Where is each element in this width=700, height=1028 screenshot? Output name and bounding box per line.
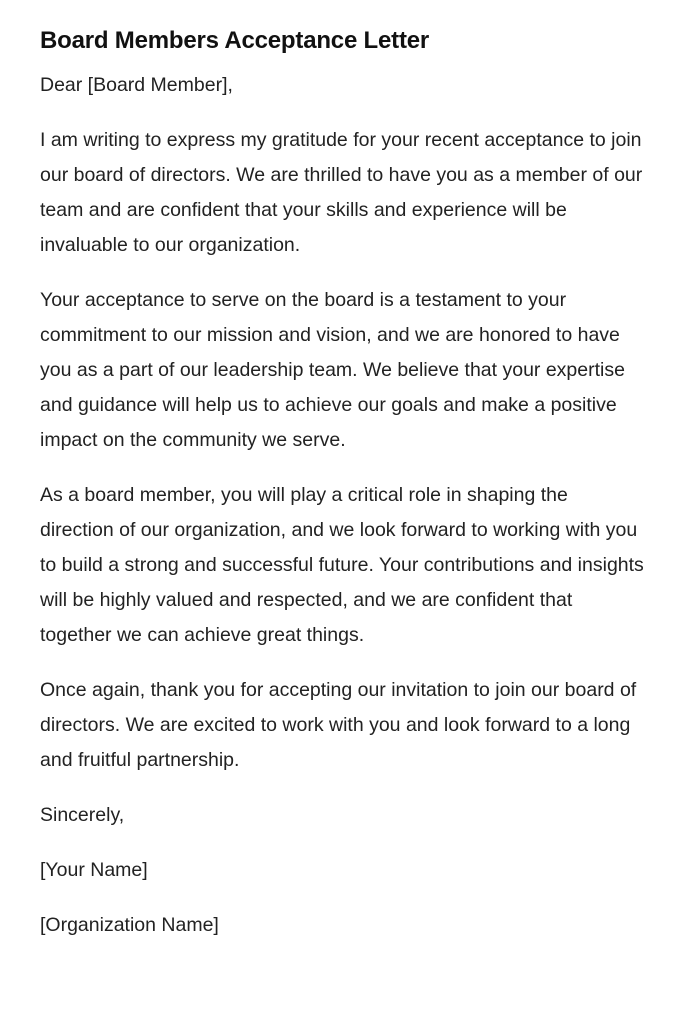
- letter-paragraph-1: I am writing to express my gratitude for your recent acceptance to join our board of directors. We are thrilled to have you as a member of our team and are confident that your skills and experience will be invaluable to our organization.: [40, 129, 643, 256]
- organization-name: [Organization Name]: [40, 914, 219, 936]
- letter-title: Board Members Acceptance Letter: [40, 27, 430, 54]
- letter-paragraph-4: Once again, thank you for accepting our invitation to join our board of directors. We are excited to work with you and look forward to a long and fruitful partnership.: [40, 679, 637, 771]
- sender-name: [Your Name]: [40, 859, 148, 881]
- letter-closing: Sincerely,: [40, 804, 125, 826]
- letter-paragraph-2: Your acceptance to serve on the board is a testament to your commitment to our mission and vision, and we are honored to have you as a part of our leadership team. We believe that your expertise and guidance will help us to achieve our goals and make a positive impact on the community we serve.: [40, 289, 625, 451]
- letter: [40, 22, 644, 963]
- letter-greeting: Dear [Board Member],: [40, 74, 233, 96]
- letter-paragraph-3: As a board member, you will play a critical role in shaping the direction of our organization, and we look forward to working with you to build a strong and successful future. Your contributions and insights will be highly valued and respected, and we are confident that together we can achieve great things.: [40, 484, 644, 646]
